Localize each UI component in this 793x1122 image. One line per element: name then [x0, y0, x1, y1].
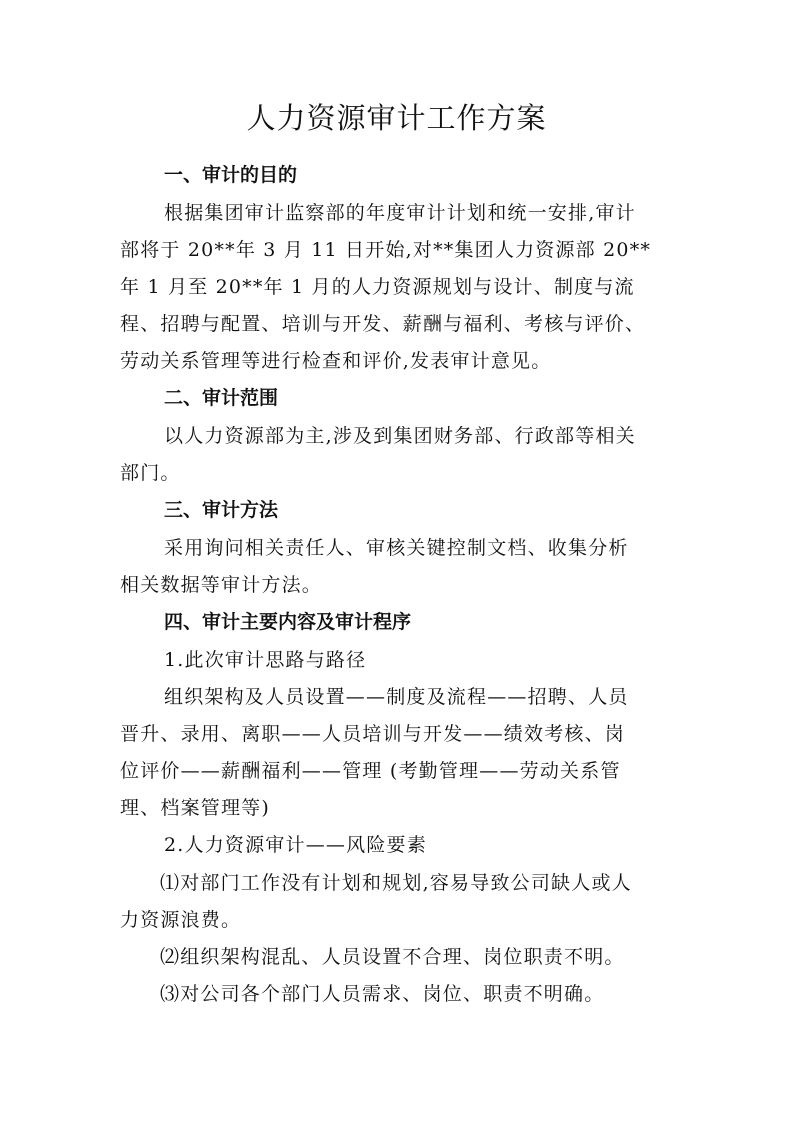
paragraph-line: 程、招聘与配置、培训与开发、薪酬与福利、考核与评价、 [120, 313, 646, 335]
paragraph-line: 晋升、录用、离职——人员培训与开发——绩效考核、岗 [120, 723, 626, 745]
paragraph-line: 部将于 20**年 3 月 11 日开始,对**集团人力资源部 20** [120, 239, 652, 261]
paragraph-line: 采用询问相关责任人、审核关键控制文档、收集分析 [164, 537, 629, 559]
document-title: 人力资源审计工作方案 [246, 101, 547, 135]
paragraph-line: 组织架构及人员设置——制度及流程——招聘、人员 [164, 686, 629, 708]
paragraph-line: 根据集团审计监察部的年度审计计划和统一安排,审计 [164, 202, 636, 224]
section-heading-scope: 二、审计范围 [164, 387, 279, 409]
list-item-line: 力资源浪费。 [120, 909, 242, 931]
paragraph-line: 位评价——薪酬福利——管理 (考勤管理——劳动关系管 [120, 760, 621, 782]
list-item-line: ⑵组织架构混乱、人员设置不合理、岗位职责不明。 [160, 946, 625, 968]
subsection-heading: 2.人力资源审计——风险要素 [164, 834, 427, 856]
section-heading-content: 四、审计主要内容及审计程序 [164, 611, 412, 633]
paragraph-line: 以人力资源部为主,涉及到集团财务部、行政部等相关 [164, 425, 636, 447]
subsection-heading: 1.此次审计思路与路径 [164, 649, 367, 671]
section-heading-purpose: 一、审计的目的 [164, 164, 298, 186]
list-item-line: ⑶对公司各个部门人员需求、岗位、职责不明确。 [160, 983, 605, 1005]
list-item-line: ⑴对部门工作没有计划和规划,容易导致公司缺人或人 [160, 872, 632, 894]
section-heading-method: 三、审计方法 [164, 499, 279, 521]
paragraph-line: 劳动关系管理等进行检查和评价,发表审计意见。 [120, 350, 552, 372]
paragraph-line: 部门。 [120, 462, 181, 484]
paragraph-line: 相关数据等审计方法。 [120, 574, 323, 596]
paragraph-line: 理、档案管理等) [120, 797, 271, 819]
paragraph-line: 年 1 月至 20**年 1 月的人力资源规划与设计、制度与流 [120, 276, 635, 298]
